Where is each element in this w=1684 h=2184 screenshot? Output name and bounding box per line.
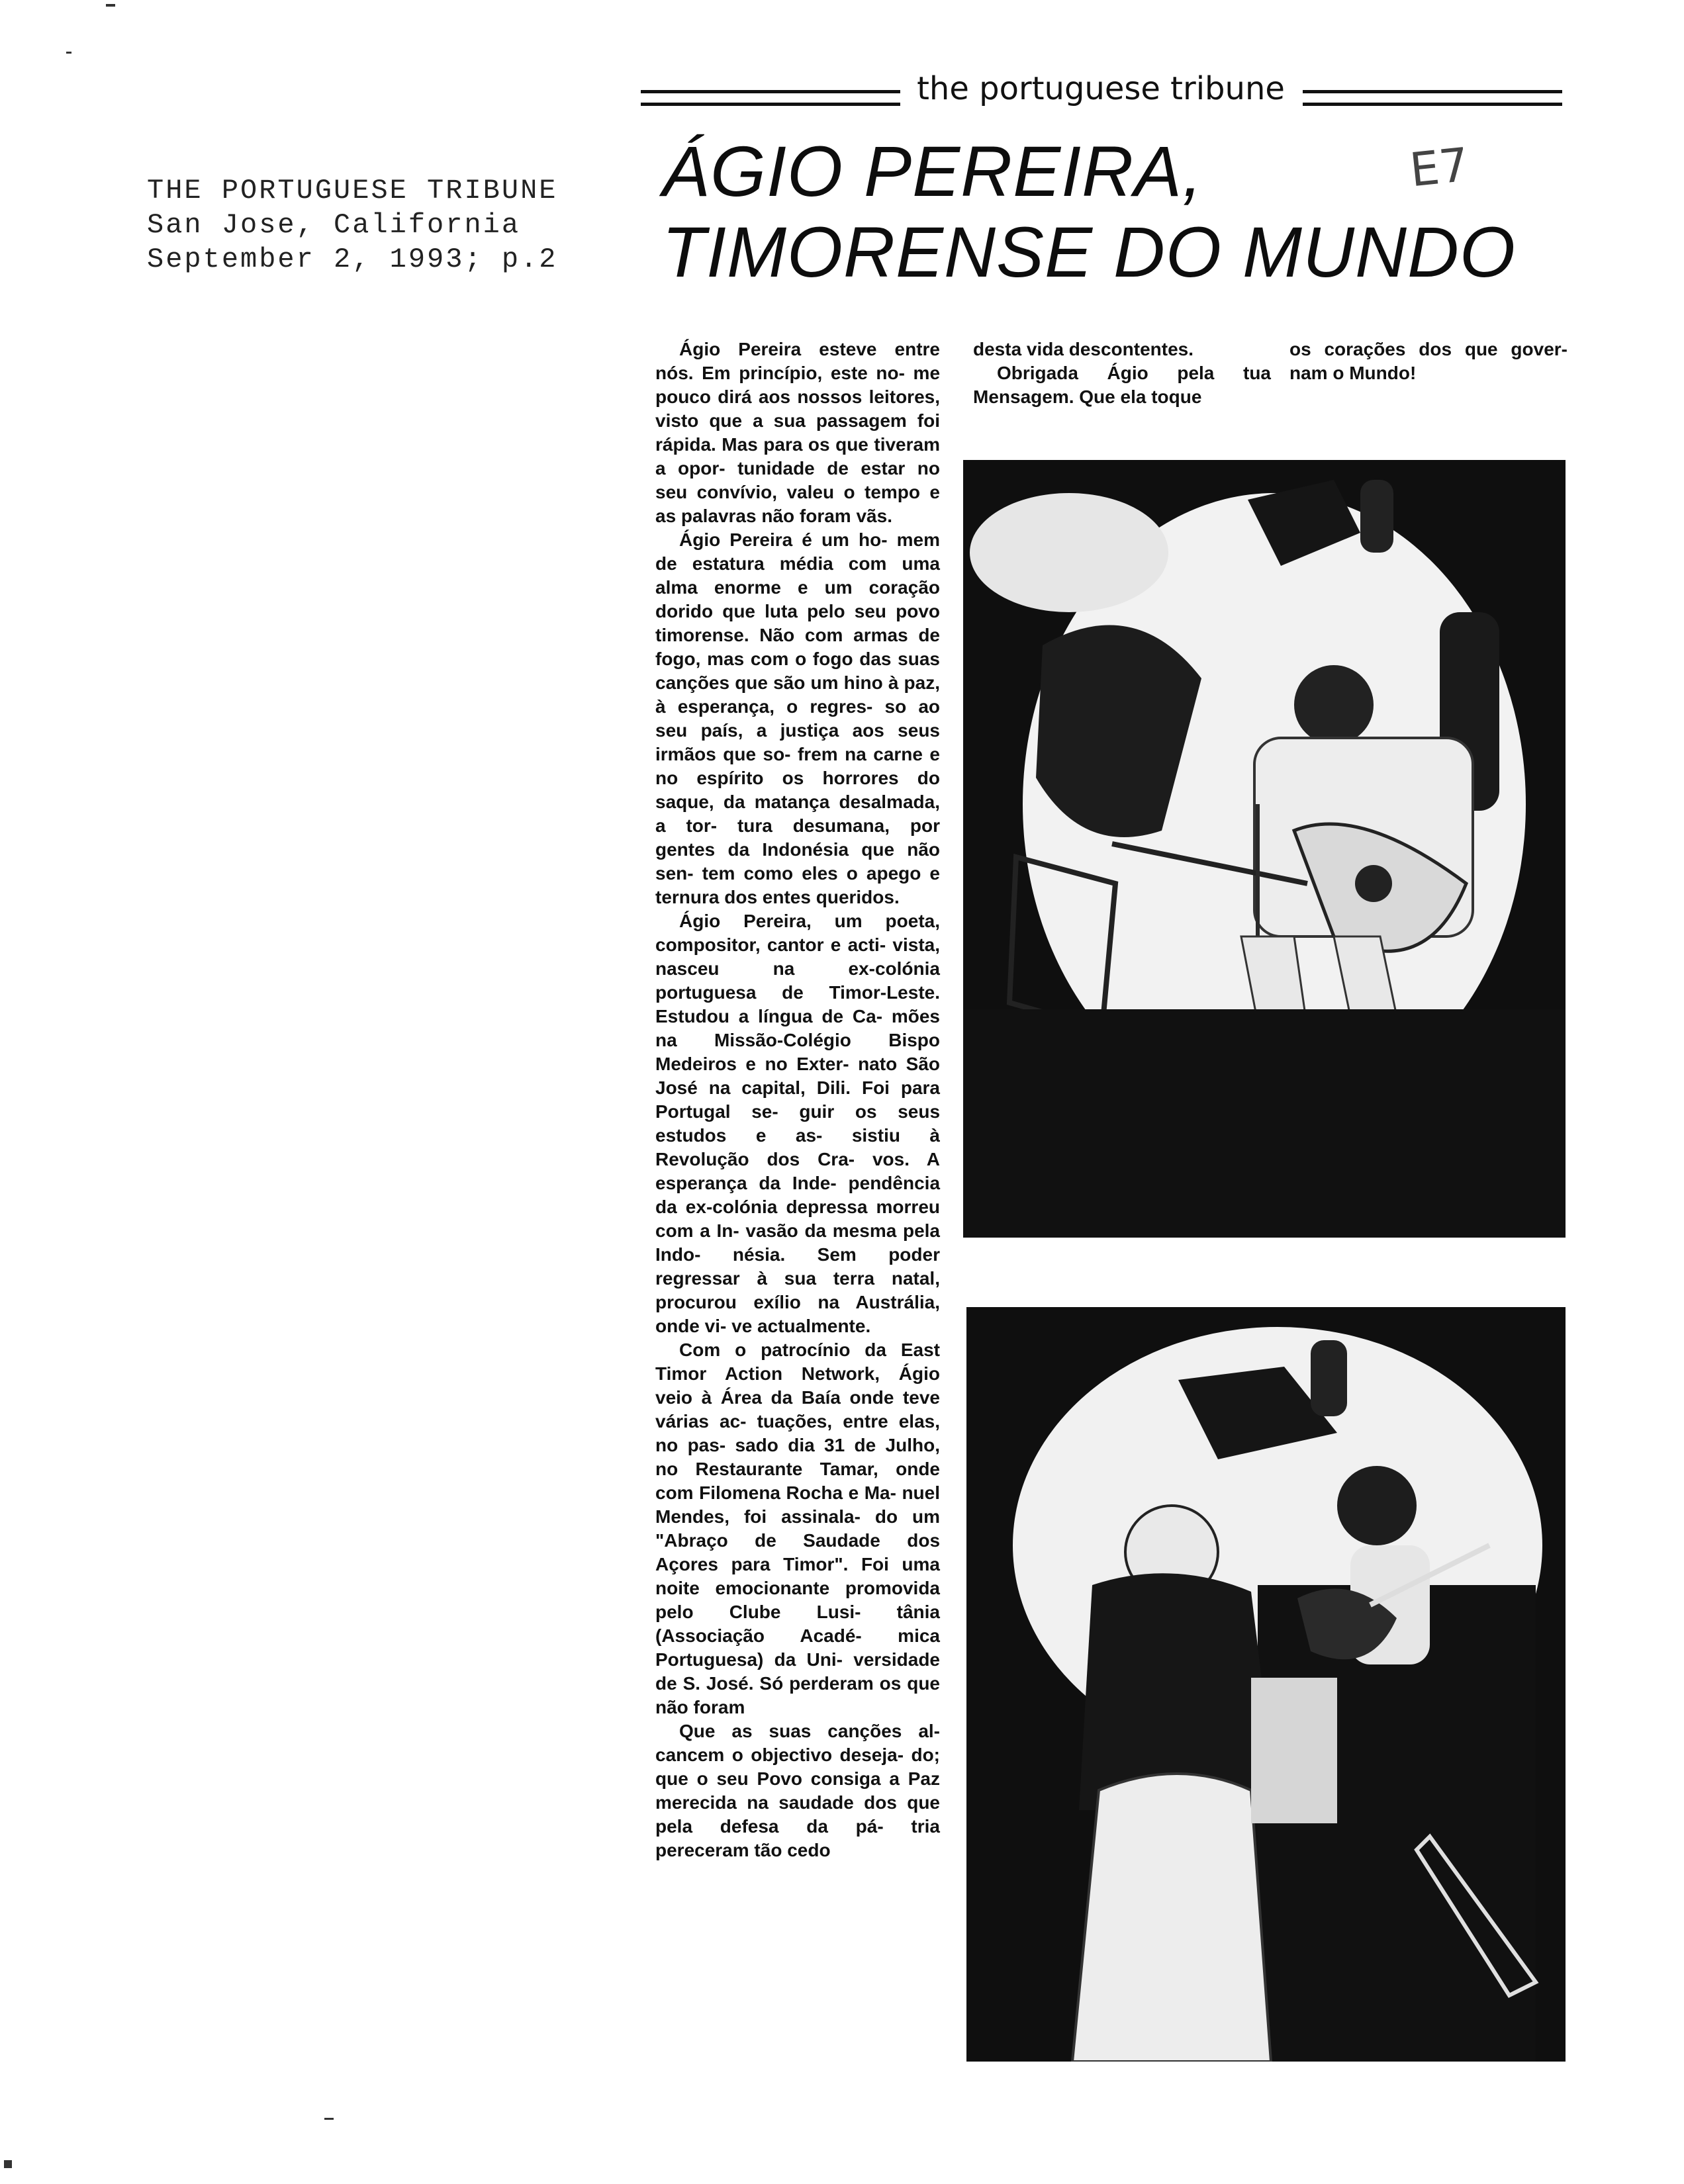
photo-performer-guitar (963, 460, 1566, 1238)
text-line: nésia. Sem poder regressar (655, 1244, 940, 1289)
text-line: cancem o objectivo deseja- (655, 1745, 904, 1765)
text-line: vasão da mesma pela Indo- (655, 1220, 940, 1265)
text-line: versidade de S. José. Só (655, 1649, 940, 1694)
text-line: Estudou a língua de Ca- (655, 1006, 883, 1026)
paragraph (655, 1338, 940, 1719)
text-line: vos. A esperança da Inde- (655, 1149, 941, 1193)
text-line: Não com armas de fogo, (655, 625, 940, 669)
text-line: compositor, cantor e acti- (655, 934, 886, 955)
article-column-2 (973, 338, 1271, 409)
text-line: frem na carne e no espírito (655, 744, 941, 788)
text-line: ternura dos entes queridos. (655, 887, 900, 907)
archive-label (147, 173, 597, 277)
archive-label-location: San Jose, California (147, 209, 521, 241)
text-line: da Indonésia que não sen- (655, 839, 941, 884)
text-line: leitores, visto que a sua (655, 387, 940, 431)
scan-speck (4, 2160, 12, 2168)
text-line: Foi uma noite emocionante (655, 1554, 941, 1598)
text-line: com uma alma enorme e (655, 553, 940, 598)
text-line: tem como eles o apego e (702, 863, 940, 884)
masthead-rule-left (641, 90, 900, 106)
text-line: depressa morreu com a In- (655, 1197, 941, 1241)
text-line: tunidade de estar no seu (655, 458, 940, 502)
text-line: dos que pela defesa da pá- (655, 1792, 940, 1837)
paragraph (655, 528, 940, 909)
text-line: Mensagem. Que ela toque (973, 387, 1202, 407)
text-line: portuguesa de Timor-Leste. (655, 982, 940, 1003)
text-line: aos seus irmãos que so- (655, 720, 940, 764)
text-line: os horrores do saque, da (655, 768, 940, 812)
paragraph (973, 361, 1271, 409)
paragraph (1289, 338, 1567, 385)
headline-line-1: ÁGIO PEREIRA, (662, 131, 1203, 211)
text-line: mem de estatura média (655, 529, 940, 574)
text-line: nuel Mendes, foi assinala- (655, 1482, 941, 1527)
text-line: Ágio Pereira é um ho- (679, 529, 888, 550)
text-line: mas com o fogo das suas (707, 649, 940, 669)
headline (662, 131, 1589, 293)
scan-speck (106, 4, 115, 7)
masthead-rule-right (1303, 90, 1562, 106)
text-line: a Paz merecida na saudade (655, 1768, 940, 1813)
text-line: matança desalmada, a tor- (655, 792, 940, 836)
archive-label-publication: THE PORTUGUESE TRIBUNE (147, 175, 558, 206)
text-line: nam o Mundo! (1289, 363, 1417, 383)
text-line: promovida pelo Clube Lusi- (655, 1578, 940, 1622)
text-line: com Filomena Rocha e Ma- (655, 1482, 896, 1503)
text-line: passagem foi rápida. Mas (655, 410, 941, 455)
photo-performer-guitar-image (963, 460, 1566, 1238)
text-line: canções que são um hino à (655, 672, 899, 693)
masthead-name: the portuguese tribune (917, 70, 1285, 107)
photo-singer-and-guitarist-image (966, 1307, 1566, 2062)
text-line: tânia (Associação Acadé- (655, 1602, 940, 1646)
text-line: paz, à esperança, o regres- (655, 672, 941, 717)
text-line: Com o patrocínio da East (679, 1340, 940, 1360)
text-line: convívio, valeu o tempo e (696, 482, 940, 502)
article-column-3 (1289, 338, 1567, 385)
headline-line-2: TIMORENSE DO MUNDO (662, 212, 1517, 292)
text-line: Ágio veio à Área da Baía (655, 1363, 940, 1408)
paragraph (973, 338, 1271, 361)
text-line: as palavras não foram vãs. (655, 506, 892, 526)
text-line: do; que o seu Povo consiga (655, 1745, 940, 1789)
text-line: me pouco dirá aos nossos (655, 363, 941, 407)
text-line: Que as suas canções al- (679, 1721, 940, 1741)
paragraph (655, 338, 940, 528)
text-line: do um "Abraço de Saudade (655, 1506, 941, 1551)
text-line: desta vida descontentes. (973, 339, 1194, 359)
text-line: para os que tiveram a opor- (655, 434, 940, 478)
text-line: tuações, entre elas, no pas- (655, 1411, 941, 1455)
archive-label-date: September 2, 1993; p.2 (147, 244, 558, 275)
text-line: so ao seu país, a justiça (655, 696, 940, 741)
text-line: sado dia 31 de Julho, no (655, 1435, 940, 1479)
text-line: exílio na Austrália, onde vi- (655, 1292, 941, 1336)
text-line: dos Açores para Timor". (655, 1530, 941, 1574)
text-line: guir os seus estudos e as- (655, 1101, 941, 1146)
text-line: vista, nasceu na ex-colónia (655, 934, 940, 979)
text-line: tria pereceram tão cedo (655, 1816, 940, 1860)
text-line: à sua terra natal, procurou (655, 1268, 940, 1312)
text-line: Bispo Medeiros e no Exter- (655, 1030, 940, 1074)
scan-speck (324, 2118, 334, 2120)
text-line: Restaurante Tamar, onde (695, 1459, 940, 1479)
text-line: mões na Missão-Colégio (655, 1006, 940, 1050)
text-line: mica Portuguesa) da Uni- (655, 1625, 940, 1670)
text-line: sistiu à Revolução dos Cra- (655, 1125, 941, 1169)
text-line: onde teve várias ac- (655, 1387, 941, 1432)
text-line: Timor Action Network, (655, 1363, 880, 1384)
photo-singer-and-guitarist (966, 1307, 1566, 2062)
text-line: Dili. Foi para Portugal se- (655, 1077, 941, 1122)
text-line: Obrigada Ágio pela tua (997, 363, 1271, 383)
article-column-1 (655, 338, 940, 1862)
text-line: pelo seu povo timorense. (655, 601, 941, 645)
text-line: Ágio Pereira esteve entre (679, 339, 940, 359)
text-line: perderam os que não foram (655, 1673, 940, 1717)
scan-speck (66, 52, 71, 54)
paragraph (655, 1719, 940, 1862)
text-line: ve actualmente. (731, 1316, 871, 1336)
text-line: nós. Em princípio, este no- (655, 363, 905, 383)
masthead (641, 70, 1562, 114)
text-line: nato São José na capital, (655, 1054, 941, 1098)
text-line: Ágio Pereira, um poeta, (679, 911, 940, 931)
handwritten-mark: E7 (1407, 137, 1472, 198)
text-line: tura desumana, por gentes (655, 815, 940, 860)
text-line: os corações dos que gover- (1289, 339, 1567, 359)
text-line: um coração dorido que luta (655, 577, 940, 621)
text-line: pendência da ex-colónia (655, 1173, 941, 1217)
paragraph (655, 909, 940, 1338)
